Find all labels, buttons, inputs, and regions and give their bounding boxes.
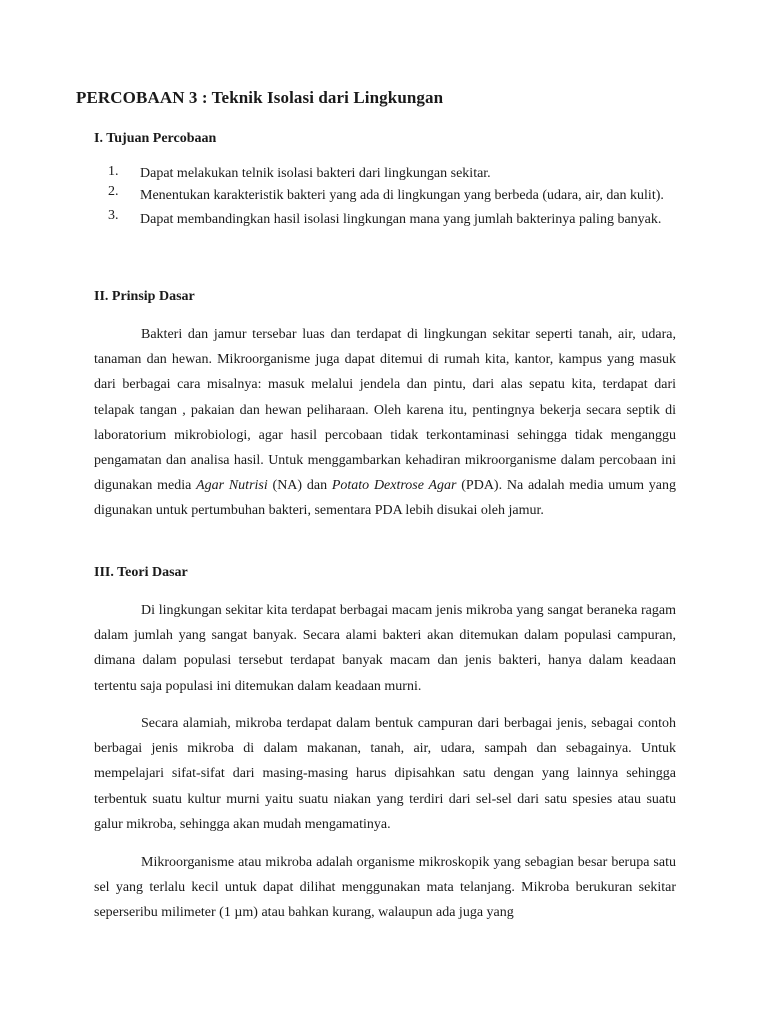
paragraph-prinsip-dasar bbox=[94, 322, 676, 524]
list-item-number: 2. bbox=[108, 184, 119, 199]
objectives-list bbox=[108, 164, 676, 232]
list-item-text: Dapat melakukan telnik isolasi bakteri dari lingkungan sekitar. bbox=[140, 166, 491, 181]
paragraph-text: Bakteri dan jamur tersebar luas dan terdapat di lingkungan sekitar seperti tanah, air, udara, tanaman dan hewan. Mikroorganisme juga dapat ditemui di rumah kita, kantor, kampus yang masuk dari berbagai cara misalnya: masuk melalui jendela dan pintu, dari alas sepatu kita, terdapat dari telapak tangan , pakaian dan hewan peliharaan. Oleh karena itu, pentingnya bekerja secara septik di laboratorium mikrobiologi, agar hasil percobaan tidak terkontaminasi sehingga tidak menganggu pengamatan dan analisa hasil. Untuk menggambarkan kehadiran mikroorganisme dalam percobaan ini digunakan media bbox=[94, 327, 676, 494]
section-heading-prinsip-dasar: II. Prinsip Dasar bbox=[94, 289, 195, 304]
list-item-text: Menentukan karakteristik bakteri yang ada di lingkungan yang berbeda (udara, air, dan kulit). bbox=[140, 188, 664, 203]
document-title: PERCOBAAN 3 : Teknik Isolasi dari Lingkungan bbox=[76, 88, 444, 107]
list-item bbox=[108, 164, 676, 184]
paragraph-text: (PDA). Na adalah media umum yang digunakan untuk pertumbuhan bakteri, sementara PDA lebih disukai oleh jamur. bbox=[94, 478, 676, 519]
paragraph-text: (NA) dan bbox=[267, 478, 332, 494]
list-item bbox=[108, 184, 676, 208]
paragraph-teori-2: Secara alamiah, mikroba terdapat dalam bentuk campuran dari berbagai jenis, sebagai contoh berbagai jenis mikroba di dalam makanan, tanah, air, udara, sampah dan sebagainya. Untuk mempelajari sifat-sifat dari masing-masing harus dipisahkan satu dengan yang lainnya sehingga terbentuk suatu kultur murni yaitu suatu niakan yang terdiri dari sel-sel dari satu spesies atau suatu galur mikroba, sehingga akan mudah mengamatinya. bbox=[94, 716, 676, 832]
italic-term-agar-nutrisi: Agar Nutrisi bbox=[196, 478, 268, 494]
section-heading-tujuan: I. Tujuan Percobaan bbox=[94, 131, 217, 146]
italic-term-pda: Potato Dextrose Agar bbox=[331, 478, 457, 494]
list-item bbox=[108, 208, 676, 232]
paragraph-teori-3: Mikroorganisme atau mikroba adalah organisme mikroskopik yang sebagian besar berupa satu sel yang terlalu kecil untuk dapat dilihat menggunakan mata telanjang. Mikroba berukuran sekitar seperseribu milimeter (1 µm) atau bahkan kurang, walaupun ada juga yang bbox=[94, 855, 676, 921]
paragraph-teori-1: Di lingkungan sekitar kita terdapat berbagai macam jenis mikroba yang sangat beraneka ragam dalam jumlah yang sangat banyak. Secara alami bakteri akan ditemukan dalam populasi campuran, dimana dalam populasi tersebut terdapat banyak macam dan jenis bakteri, hanya dalam keadaan tertentu saja populasi ini ditemukan dalam keadaan murni. bbox=[94, 603, 676, 694]
list-item-text: Dapat membandingkan hasil isolasi lingkungan mana yang jumlah bakterinya paling banyak. bbox=[140, 212, 662, 227]
section-heading-teori-dasar: III. Teori Dasar bbox=[94, 565, 188, 580]
list-item-number: 1. bbox=[108, 164, 119, 179]
list-item-number: 3. bbox=[108, 208, 119, 223]
